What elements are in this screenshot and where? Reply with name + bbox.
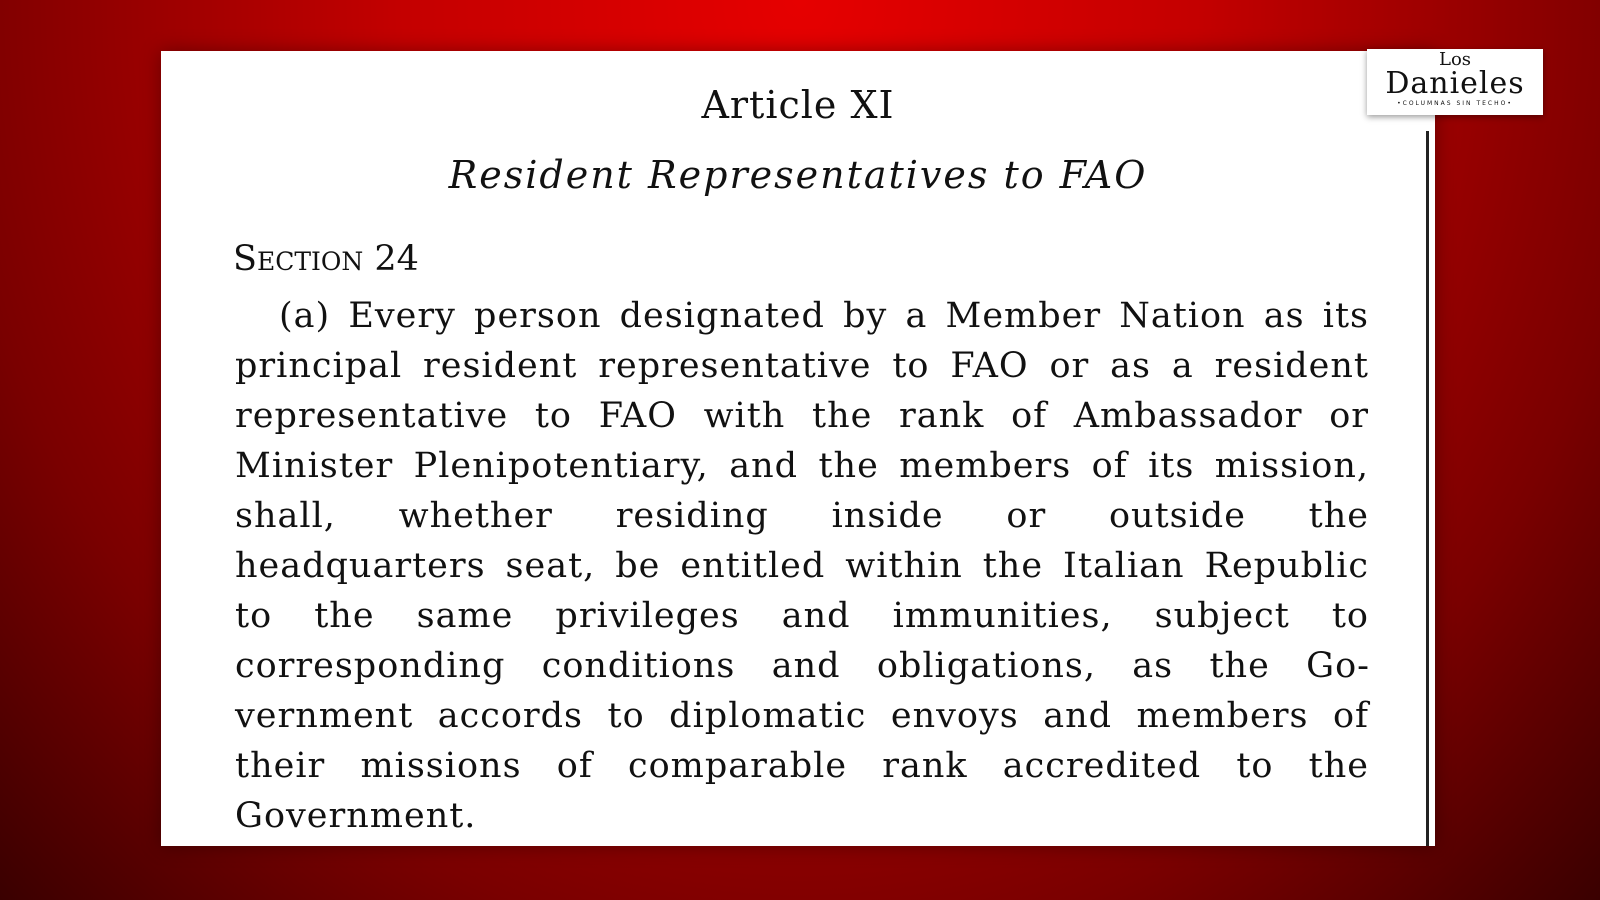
section-label: Section 24: [233, 239, 419, 279]
document-page: [161, 51, 1435, 846]
section-paragraph: (a) Every person designated by a Member Nation as its principal resident representative to FAO or as a resident representative to FAO with the rank of Ambassador or Minister Plenipotentiary, and the members of its mission, shall, whether residing inside or outside the headquarters seat, be entitled within the Italian Republic to the same privileges and immunities, subject to corresponding conditions and obligations, as the Government accords to diplomatic envoys and members of their missions of comparable rank accredited to the Government.: [235, 296, 1369, 836]
article-subtitle: Resident Representatives to FAO: [448, 153, 1148, 197]
page-edge-rule: [1426, 131, 1429, 846]
logo-tagline: •COLUMNAS SIN TECHO•: [1397, 100, 1513, 107]
logo-top-text: Los: [1438, 49, 1472, 70]
brand-logo: [1367, 49, 1543, 115]
logo-main-text: Danieles: [1385, 66, 1525, 101]
article-heading: Article XI: [701, 83, 895, 127]
